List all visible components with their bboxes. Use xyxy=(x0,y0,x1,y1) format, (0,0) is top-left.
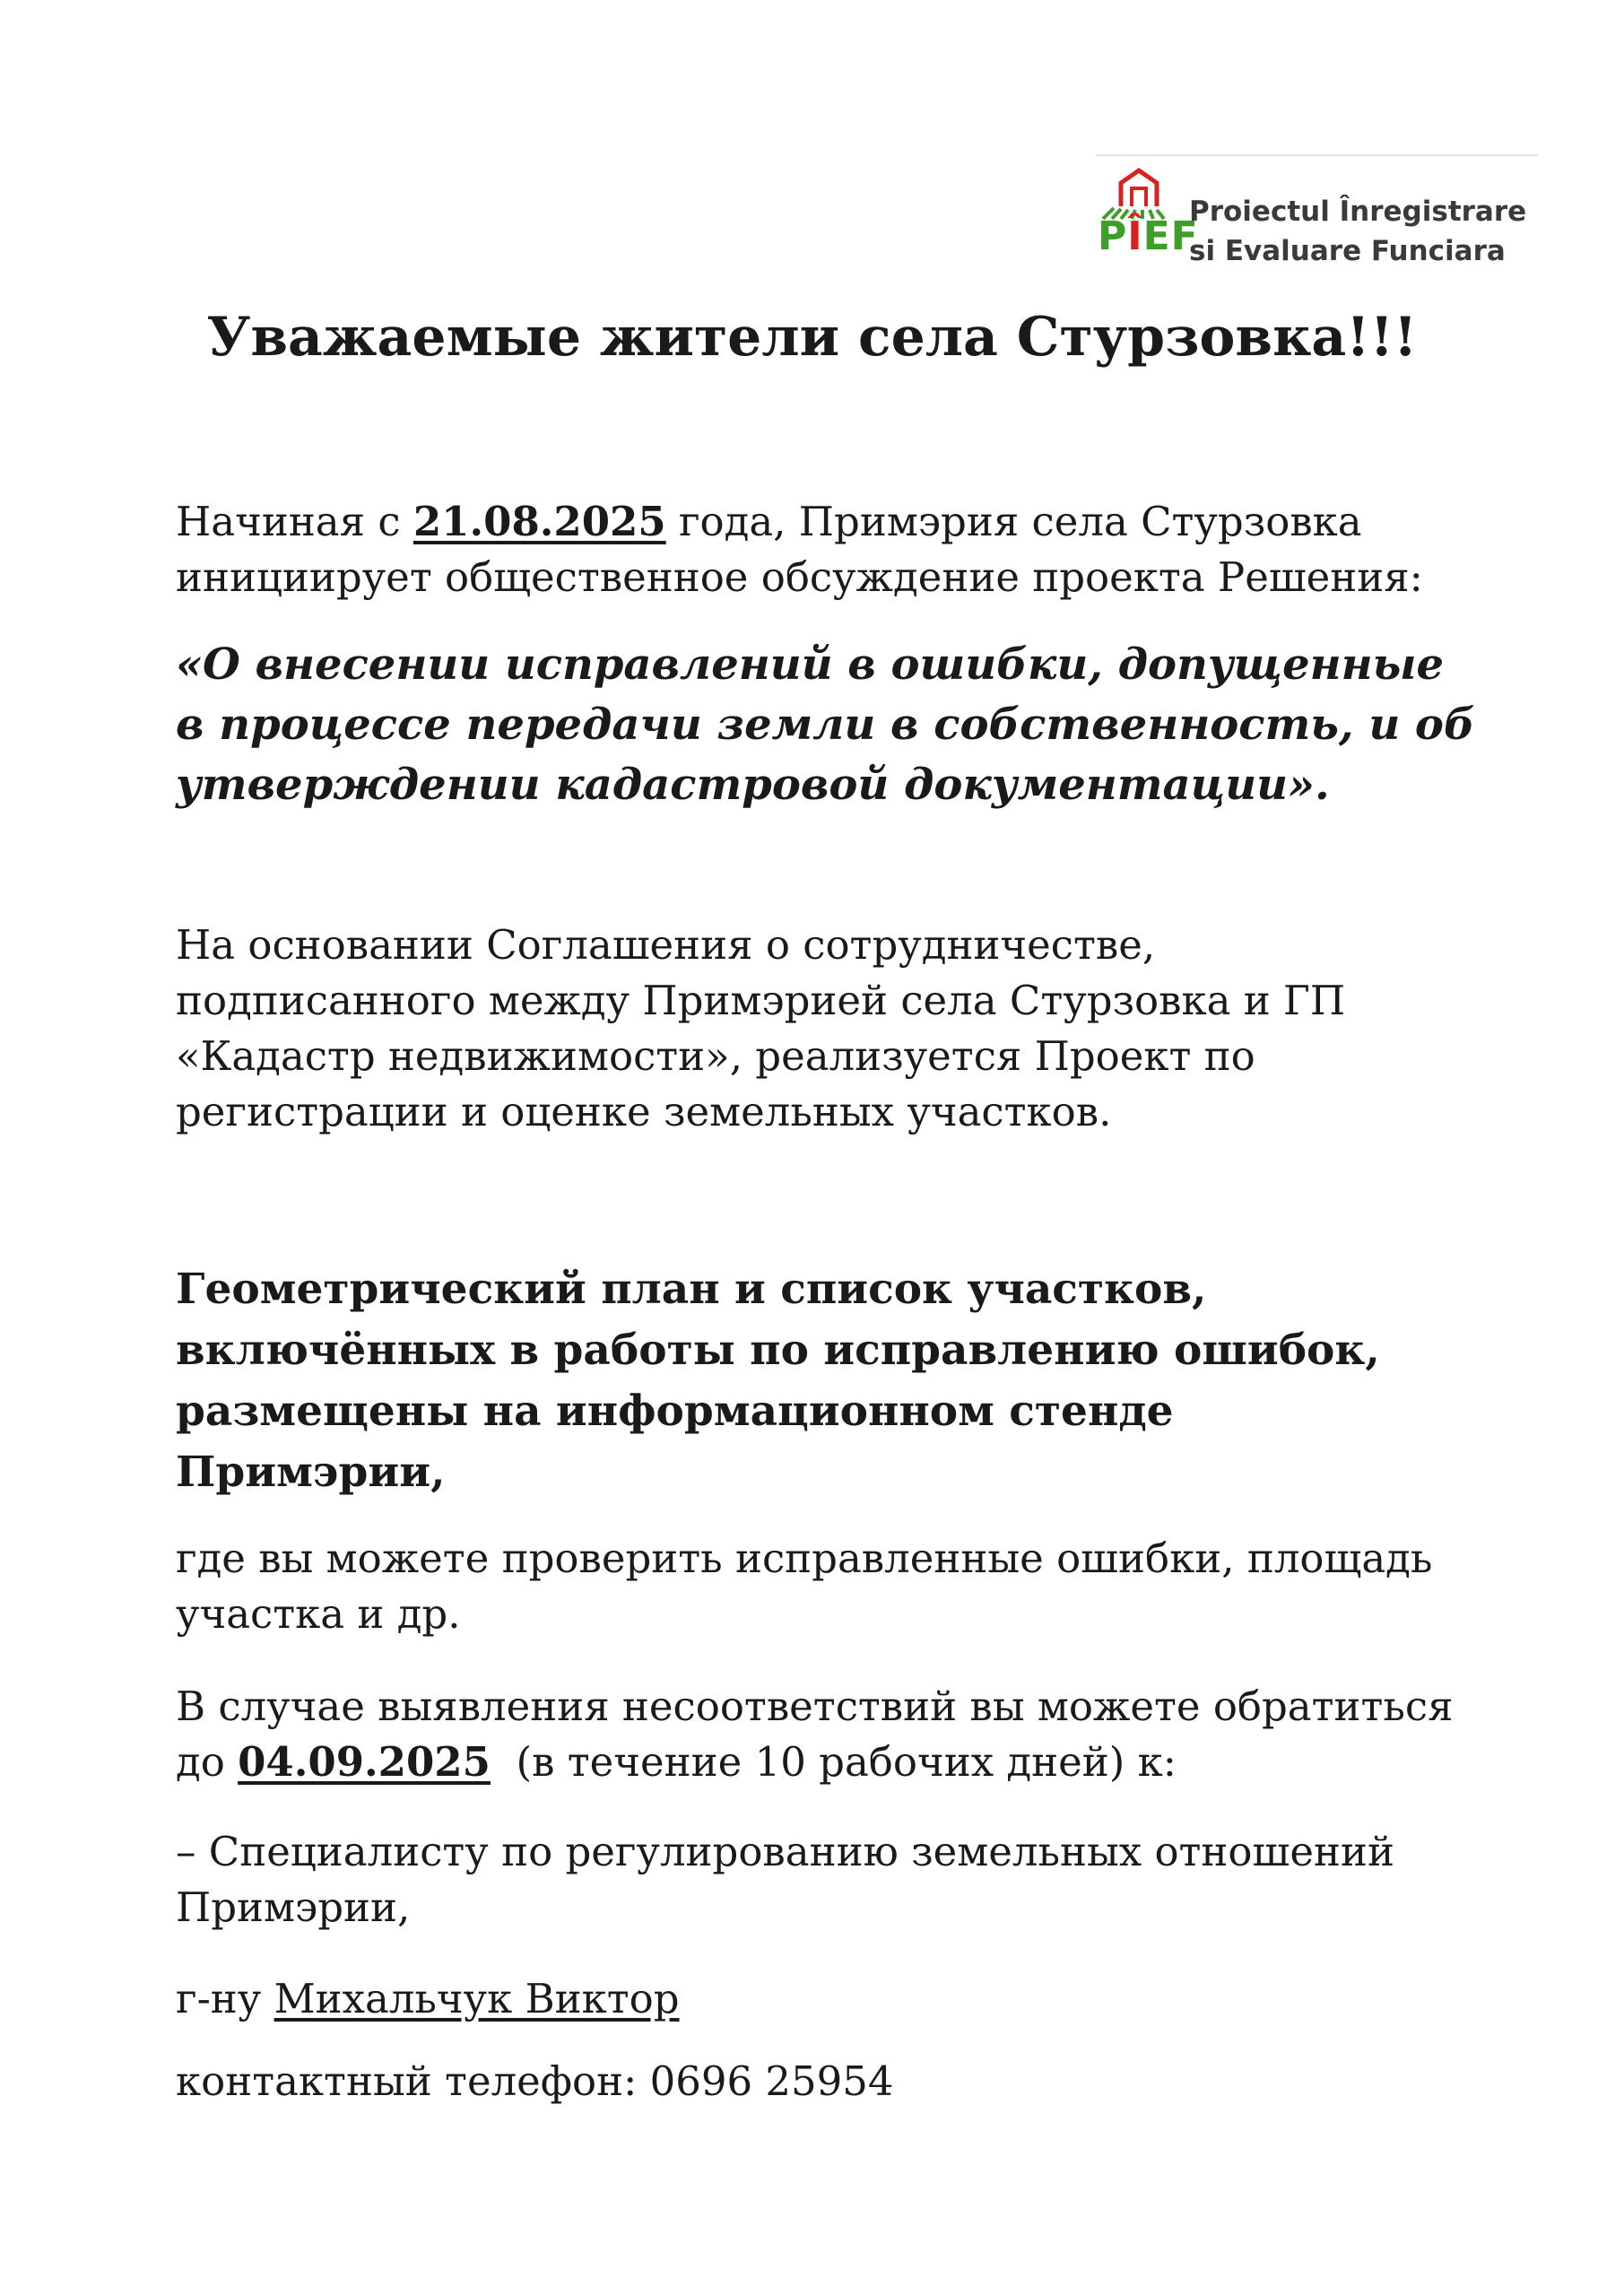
plan-heading: Геометрический план и список участков, включённых в работы по исправлению ошибок, размещены на информационном стенде Примэрии, xyxy=(176,1265,1380,1497)
intro-line-2: инициирует общественное обсуждение проекта Решения: xyxy=(176,553,1423,601)
specialist-name: Михальчук Виктор xyxy=(274,1975,680,2022)
decision-title: «О внесении исправлений в ошибки, допущенные в процессе передачи земли в собственность, и об утверждении кадастровой документации». xyxy=(176,639,1475,810)
specialist-paragraph: – Специалисту по регулированию земельных отношений Примэрии, xyxy=(176,1828,1394,1931)
deadline-date: 04.09.2025 xyxy=(238,1738,491,1786)
logo-line-1: Proiectul Înregistrare xyxy=(1189,196,1527,228)
contact-phone: контактный телефон: 0696 25954 xyxy=(176,2057,894,2105)
person-line: г-ну Михальчук Виктор xyxy=(176,1975,680,2022)
logo-wordmark xyxy=(1189,192,1526,271)
intro-line-1: Начиная с 21.08.2025 года, Примэрия села Стурзовка xyxy=(176,498,1362,545)
start-date: 21.08.2025 xyxy=(413,498,666,545)
page-title: Уважаемые жители села Стурзовка!!! xyxy=(206,306,1418,369)
logo-divider xyxy=(1096,154,1538,156)
deadline-paragraph: В случае выявления несоответствий вы можете обратиться до 04.09.2025 (в течение 10 рабочих дней) к: xyxy=(176,1683,1454,1786)
intro-paragraph xyxy=(176,494,1575,605)
logo-acronym: PÎEF xyxy=(1098,213,1199,259)
logo-line-2: si Evaluare Funciara xyxy=(1189,235,1506,267)
pief-logo xyxy=(1096,167,1544,265)
agreement-paragraph: На основании Соглашения о сотрудничестве, подписанного между Примэрией села Стурзовка и ГП «Кадастр недвижимости», реализуется Проект по регистрации и оценке земельных участков. xyxy=(176,921,1346,1135)
check-paragraph: где вы можете проверить исправленные ошибки, площадь участка и др. xyxy=(176,1535,1433,1638)
